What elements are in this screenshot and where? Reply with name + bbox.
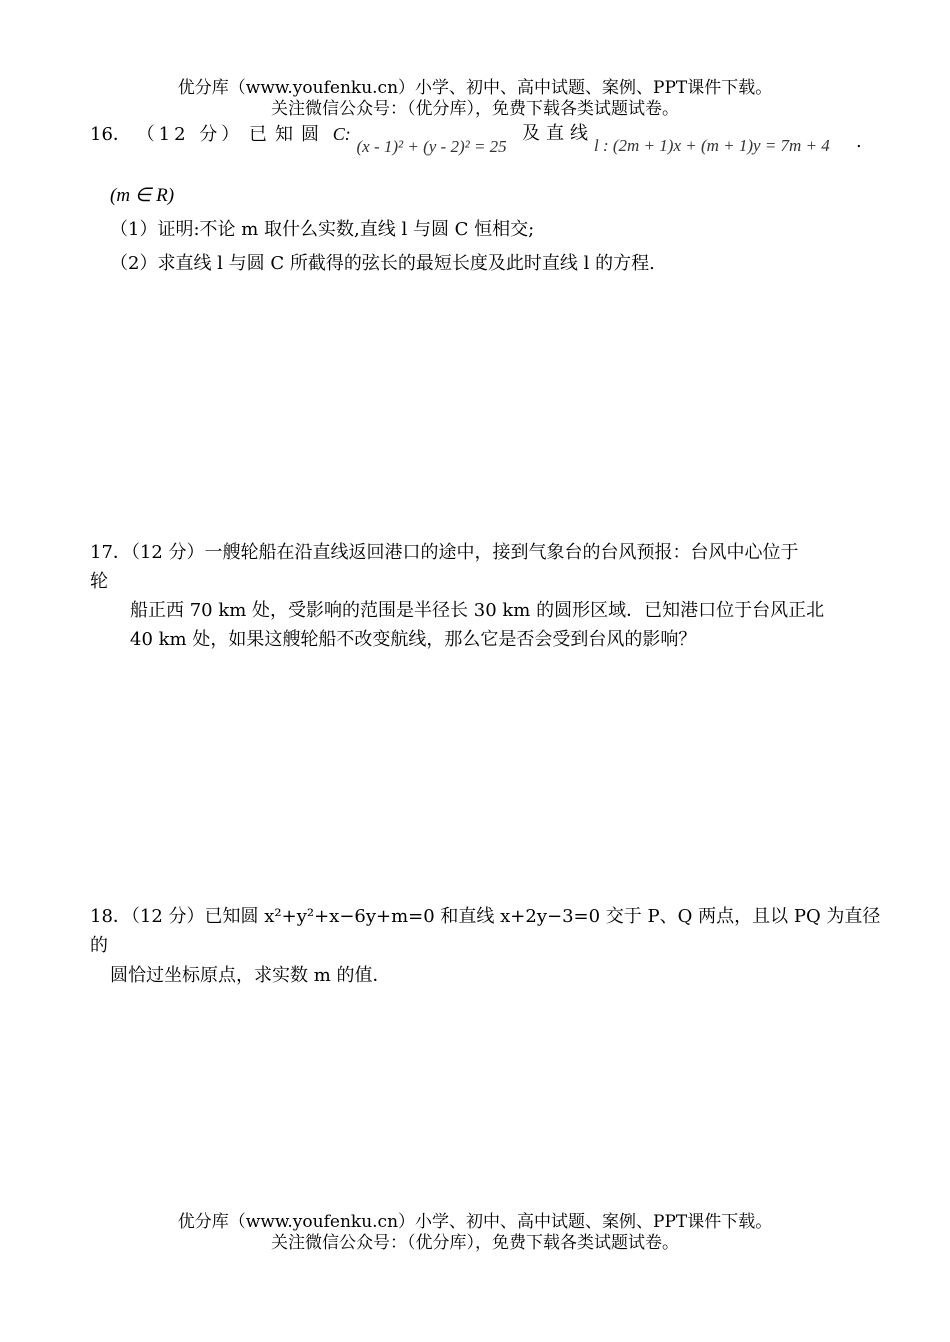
q16-domain: (m ∈ R) <box>110 185 175 206</box>
q16-end-period: . <box>856 131 862 152</box>
q16-part-2: （2）求直线 l 与圆 C 所截得的弦长的最短长度及此时直线 l 的方程. <box>110 253 655 274</box>
q18-line-2: 圆恰过坐标原点，求实数 m 的值． <box>110 965 391 986</box>
footer-line-1: 优分库（www.youfenku.cn）小学、初中、高中试题、案例、PPT课件下载。 <box>177 1212 773 1232</box>
q17-line-1-wrap: 轮 <box>90 571 108 592</box>
q16-part-1: （1）证明:不论 m 取什么实数,直线 l 与圆 C 恒相交; <box>110 219 535 240</box>
q17-line-2: 船正西 70 km 处，受影响的范围是半径长 30 km 的圆形区域．已知港口位于台风正北 <box>130 600 825 621</box>
q16-line-equation: l : (2m + 1)x + (m + 1)y = 7m + 4 <box>594 136 830 155</box>
q16-intro: 已知圆 <box>249 124 328 145</box>
q16-stem <box>90 122 507 156</box>
header-line-2: 关注微信公众号：（优分库），免费下载各类试题试卷。 <box>271 99 679 119</box>
q16-circle-name: C: <box>332 124 351 144</box>
header-line-1: 优分库（www.youfenku.cn）小学、初中、高中试题、案例、PPT课件下载。 <box>177 78 773 98</box>
q16-circle-equation: (x - 1)² + (y - 2)² = 25 <box>356 137 507 156</box>
q16-number: 16． <box>90 124 131 145</box>
footer-line-2: 关注微信公众号：（优分库），免费下载各类试题试卷。 <box>271 1233 679 1253</box>
q18-line-1-wrap: 的 <box>90 935 108 956</box>
q16-score: （12 分） <box>136 124 244 145</box>
q17-line-3: 40 km 处，如果这艘轮船不改变航线，那么它是否会受到台风的影响？ <box>130 629 697 650</box>
q16-and-line: 及直线 <box>522 123 594 144</box>
q17-line-1: 17．（12 分）一艘轮船在沿直线返回港口的途中，接到气象台的台风预报：台风中心位于 <box>90 542 799 563</box>
q18-line-1: 18．（12 分）已知圆 x²+y²+x−6y+m=0 和直线 x+2y−3=0 交于 P、Q 两点，且以 PQ 为直径 <box>90 906 881 927</box>
